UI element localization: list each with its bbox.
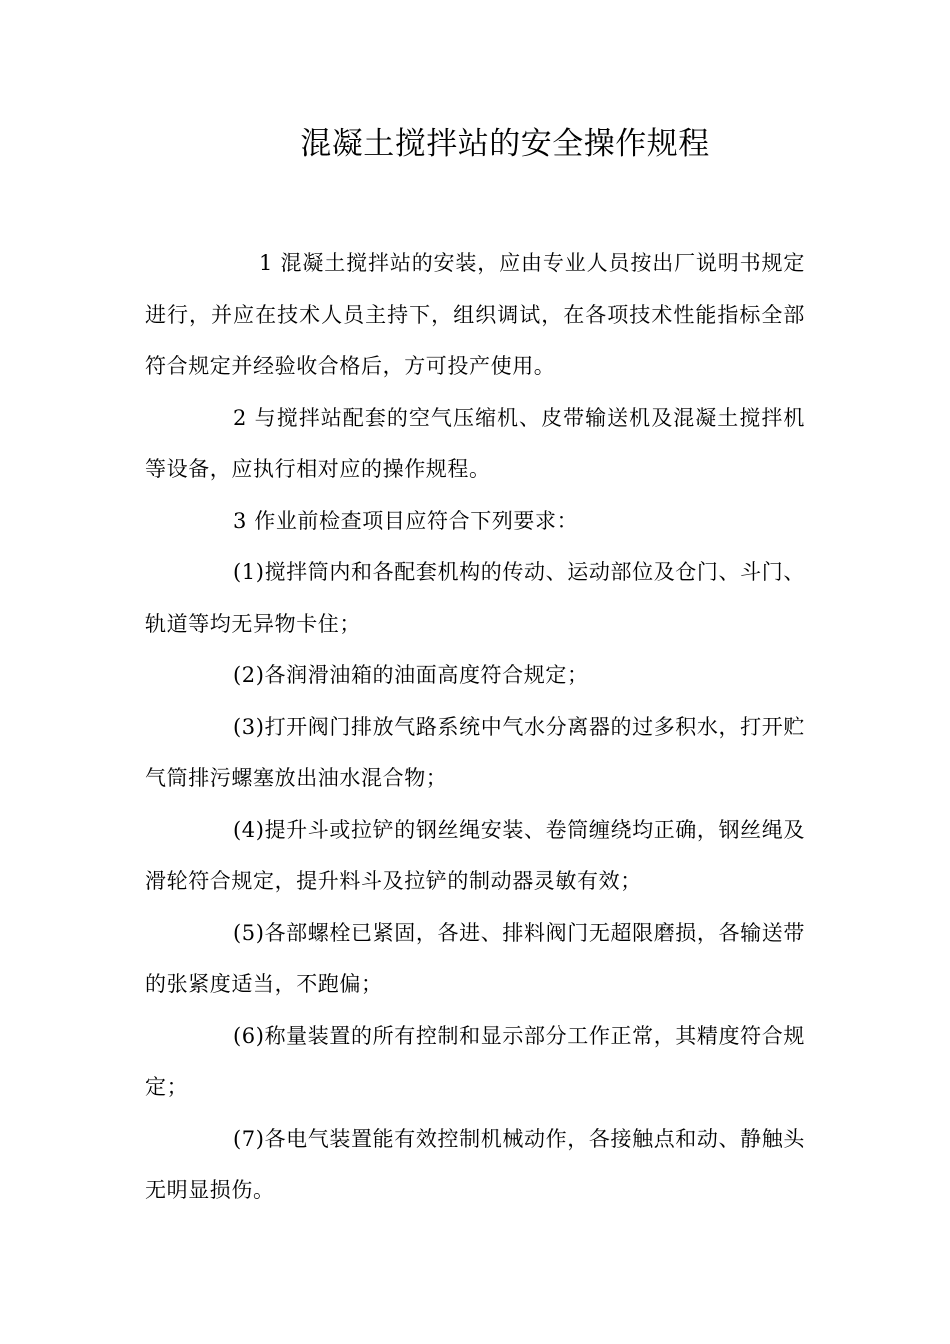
list-item-6: (6)称量装置的所有控制和显示部分工作正常，其精度符合规定； [145, 1023, 805, 1099]
list-item-4: (4)提升斗或拉铲的钢丝绳安装、卷筒缠绕均正确，钢丝绳及滑轮符合规定，提升料斗及拉铲的制动器灵敏有效； [145, 817, 805, 893]
list-item-1: (1)搅拌筒内和各配套机构的传动、运动部位及仓门、斗门、轨道等均无异物卡住； [145, 560, 805, 636]
paragraph-1: 1 混凝土搅拌站的安装，应由专业人员按出厂说明书规定进行，并应在技术人员主持下，组织调试，在各项技术性能指标全部符合规定并经验收合格后，方可投产使用。 [145, 251, 805, 378]
list-item-2: (2)各润滑油箱的油面高度符合规定； [233, 663, 589, 687]
paragraph-2: 2 与搅拌站配套的空气压缩机、皮带输送机及混凝土搅拌机等设备，应执行相对应的操作规程。 [145, 405, 805, 481]
document-body [145, 238, 805, 1217]
list-item-3: (3)打开阀门排放气路系统中气水分离器的过多积水，打开贮气筒排污螺塞放出油水混合物； [145, 714, 805, 790]
paragraph-3: 3 作业前检查项目应符合下列要求： [233, 508, 579, 533]
list-item-5: (5)各部螺栓已紧固，各进、排料阀门无超限磨损，各输送带的张紧度适当，不跑偏； [145, 920, 805, 996]
list-item-7: (7)各电气装置能有效控制机械动作，各接触点和动、静触头无明显损伤。 [145, 1126, 805, 1202]
document-title: 混凝土搅拌站的安全操作规程 [300, 126, 710, 162]
